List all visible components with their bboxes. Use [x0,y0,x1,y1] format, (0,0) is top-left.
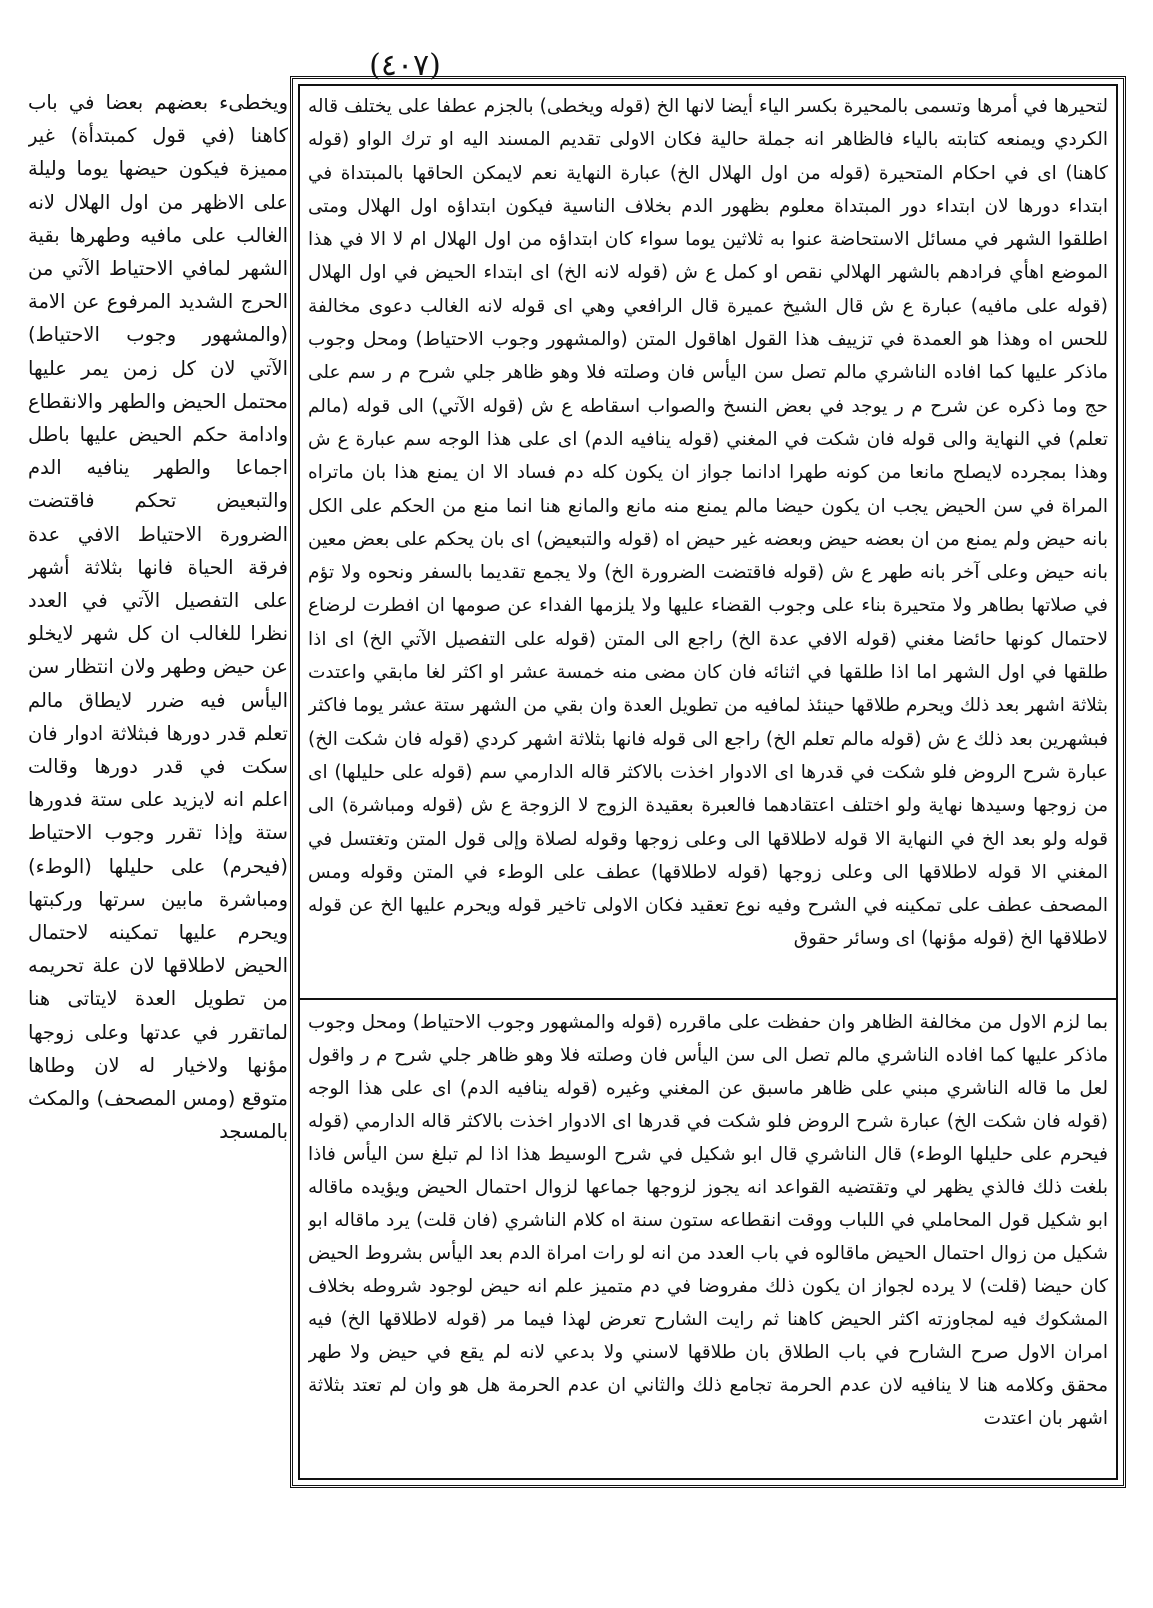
main-box-divider [298,998,1118,1000]
side-column-text: ويخطىء بعضهم بعضا في باب كاهنا (في قول كمبتدأة) غير مميزة فيكون حيضها يوما وليلة على الاظهر من اول الهلال لانه الغالب على مافيه وطهرها بقية الشهر لمافي الاحتياط الآتي من الحرج الشديد المرفوع عن الامة (والمشهور وجوب الاحتياط) الآتي لان كل زمن يمر عليها محتمل الحيض والطهر والانقطاع وادامة حكم الحيض عليها باطل اجماعا والطهر ينافيه الدم والتبعيض تحكم فاقتضت الضرورة الاحتياط الافي عدة فرقة الحياة فانها بثلاثة أشهر على التفصيل الآتي في العدد نظرا للغالب ان كل شهر لايخلو عن حيض وطهر ولان انتظار سن اليأس فيه ضرر لايطاق مالم تعلم قدر دورها فبثلاثة ادوار فان سكت في قدر دورها وقالت اعلم انه لايزيد على ستة فدورها ستة وإذا تقرر وجوب الاحتياط (فيحرم) على حليلها (الوطء) ومباشرة مابين سرتها وركبتها ويحرم عليها تمكينه لاحتمال الحيض لاطلاقها لان علة تحريمه من تطويل العدة لايتاتى هنا لماتقرر في عدتها وعلى زوجها مؤنها ولاخيار له لان وطاها متوقع (ومس المصحف) والمكث بالمسجد [28,91,288,1144]
main-box-bottom-text: بما لزم الاول من مخالفة الظاهر وان حفظت على ماقرره (قوله والمشهور وجوب الاحتياط) ومحل وجوب ماذكر عليها كما افاده الناشري مالم تصل الى سن اليأس فان وصلته فلا وهو ظاهر جلي شرح م ر واقول لعل ما قاله الناشري مبني على ظاهر ماسبق عن المغني وغيره (قوله ينافيه الدم) اى على هذا الوجه (قوله فان شكت الخ) عبارة شرح الروض فلو شكت في قدرها اى الادوار اخذت بالاكثر قاله الدارمي (قوله فيحرم على حليلها الوطء) قال الناشري قال ابو شكيل في شرح الوسيط هذا اذا لم تبلغ سن اليأس فاذا بلغت ذلك فالذي يظهر لي وتقتضيه القواعد انه يجوز لزوجها جماعها لزوال احتمال الحيض ويؤيده ماقاله ابو شكيل قول المحاملي في اللباب ووقت انقطاعه ستون سنة اه كلام الناشري (فان قلت) يرد ماقاله ابو شكيل من زوال احتمال الحيض ماقالوه في باب العدد من انه لو رات امراة الدم بعد اليأس بشروط الحيض كان حيضا (قلت) لا يرده لجواز ان يكون ذلك مفروضا في دم متميز علم انه حيض لوجود شروطه بخلاف المشكوك فيه لمجاوزته اكثر الحيض كاهنا ثم رايت الشارح تعرض لهذا فيما مر (قوله لاطلاقها الخ) فيه امران الاول صرح الشارح في باب الطلاق بان طلاقها لاسني ولا بدعي لانه لم يقع في حيض ولا طهر محقق وكلامه هنا لا ينافيه لان عدم الحرمة تجامع ذلك والثاني ان عدم الحرمة هل هو وان لم تعتد بثلاثة اشهر بان اعتدت [308,1012,1108,1429]
main-box-top-text: لتحيرها في أمرها وتسمى بالمحيرة بكسر الياء أيضا لانها الخ (قوله ويخطى) بالجزم عطفا على يختلف قاله الكردي ويمنعه كتابته بالياء فالظاهر انه جملة حالية فكان الاولى تقديم المسند اليه او ترك الواو (قوله كاهنا) اى في احكام المتحيرة (قوله من اول الهلال الخ) عبارة النهاية نعم لايمكن الحاقها بالمبتداة في ابتداء دورها لان ابتداء دور المبتداة معلوم بظهور الدم بخلاف الناسية فيكون ابتداؤه اول الهلال ومتى اطلقوا الشهر في مسائل الاستحاضة عنوا به ثلاثين يوما سواء كان ابتداؤه من اول الهلال ام لا الا في هذا الموضع اهأي فرادهم بالشهر الهلالي نقص او كمل ع ش (قوله لانه الخ) اى ابتداء الحيض في اول الهلال (قوله على مافيه) عبارة ع ش قال الشيخ عميرة قال الرافعي وهي اى قوله لانه الغالب دعوى مخالفة للحس اه وهذا هو العمدة في تزييف هذا القول اهاقول المتن (والمشهور وجوب الاحتياط) ومحل وجوب ماذكر عليها كما افاده الناشري مالم تصل سن اليأس فان وصلته فلا وهو ظاهر جلي شرح م ر سم على حج وما ذكره عن شرح م ر يوجد في بعض النسخ والصواب اسقاطه ع ش (قوله الآتي) الى قوله (مالم تعلم) في النهاية والى قوله فان شكت في المغني (قوله ينافيه الدم) اى على هذا الوجه سم عبارة ع ش وهذا بمجرده لايصلح مانعا من كونه طهرا ادانما جواز ان يكون كله دم فساد الا ان يمنع هذا بان ماتراه المراة في سن الحيض يجب ان يكون حيضا مالم يمنع منه مانع والمانع هنا انما منع من الحكم على الكل بانه حيض ولم يمنع من ان بعضه حيض وبعضه غير حيض اه (قوله والتبعيض) اى بان يحكم على بعض معين بانه حيض وعلى آخر بانه طهر ع ش (قوله فاقتضت الضرورة الخ) ولا يجمع تقديما بالسفر ونحوه ولا تؤم في صلاتها بطاهر ولا متحيرة بناء على وجوب القضاء عليها ولا يلزمها الفداء عن صومها ان افطرت لرضاع لاحتمال كونها حائضا مغني (قوله الافي عدة الخ) راجع الى المتن (قوله على التفصيل الآتي الخ) اى اذا طلقها في اول الشهر اما اذا طلقها في اثنائه فان كان مضى منه خمسة عشر او اكثر لغا مابقي واعتدت بثلاثة اشهر بعد ذلك ويحرم طلاقها حينئذ لمافيه من تطويل العدة وان بقي من الشهر ستة عشر يوما فاكثر فبشهرين بعد ذلك ع ش (قوله مالم تعلم الخ) راجع الى قوله فانها بثلاثة اشهر كردي (قوله فان شكت الخ) عبارة شرح الروض فلو شكت في قدرها اى الادوار اخذت بالاكثر قاله الدارمي سم (قوله على حليلها) اى من زوجها وسيدها نهاية ولو اختلف اعتقادهما فالعبرة بعقيدة الزوج لا الزوجة ع ش (قوله ومباشرة) الى قوله ولو بعد الخ في النهاية الا قوله لاطلاقها الى وعلى زوجها وقوله لصلاة وإلى قول المتن وتغتسل في المغني الا قوله لاطلاقها الى وعلى زوجها (قوله لاطلاقها) عطف على الوطء في المتن وقوله ومس المصحف عطف على تمكينه في الشرح وفيه نوع تعقيد فكان الاولى تاخير قوله ويحرم عليها الخ عن قوله لاطلاقها الخ (قوله مؤنها) اى وسائر حقوق [308,96,1108,950]
page-number: (٤٠٧) [369,48,441,83]
